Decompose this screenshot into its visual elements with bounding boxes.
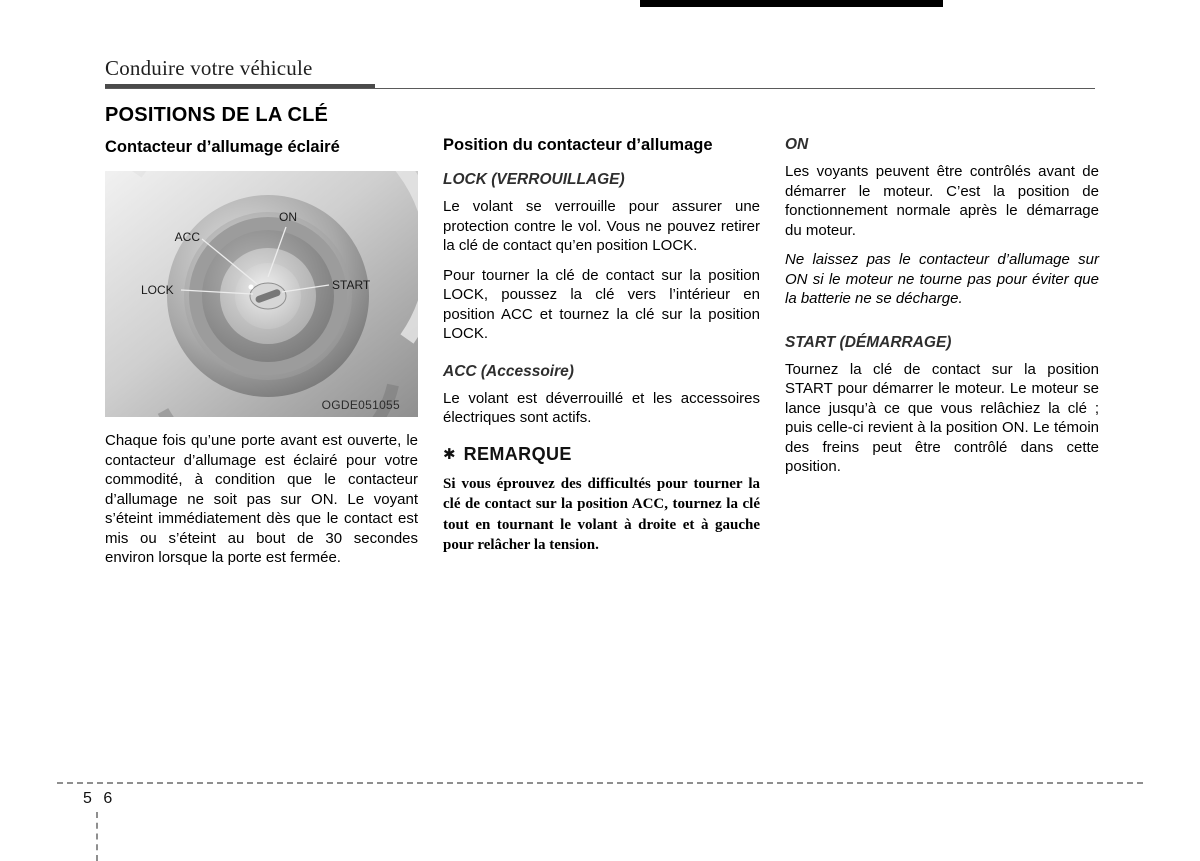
- start-label: START: [332, 278, 371, 292]
- col1-heading: Contacteur d’allumage éclairé: [105, 138, 340, 156]
- page-number: 5 6: [83, 790, 113, 807]
- on-paragraph: Les voyants peuvent être contrôlés avant de démarrer le moteur. C’est la position de fonctionnement normale après le démarrage du moteur.: [785, 163, 1099, 239]
- lock-paragraph-1: Le volant se verrouille pour assurer une protection contre le vol. Vous ne pouvez retirer la clé de contact qu’en position LOCK.: [443, 198, 760, 254]
- footer-dashed-line: [57, 782, 1143, 784]
- footer-dashed-vertical: [96, 812, 98, 861]
- header-rule: [105, 88, 1095, 89]
- col2-heading: Position du contacteur d’allumage: [443, 136, 713, 154]
- column-right: [785, 135, 1099, 477]
- page-title: POSITIONS DE LA CLÉ: [105, 104, 329, 126]
- acc-paragraph: Le volant est déverrouillé et les accessoires électriques sont actifs.: [443, 389, 760, 426]
- remark-body: Si vous éprouvez des difficultés pour tourner la clé de contact sur la position ACC, tournez la clé tout en tournant le volant à droite et à gauche pour relâcher la tension.: [443, 475, 760, 553]
- column-middle: [443, 135, 760, 556]
- start-subheading: START (DÉMARRAGE): [785, 333, 952, 351]
- on-subheading: ON: [785, 136, 809, 153]
- ignition-photo: [105, 171, 418, 417]
- acc-subheading: ACC (Accessoire): [443, 362, 574, 380]
- remark-title: REMARQUE: [463, 443, 572, 464]
- lock-label: LOCK: [141, 283, 174, 297]
- start-paragraph: Tournez la clé de contact sur la position START pour démarrer le moteur. Le moteur se lance jusqu’à ce que vous relâchiez la clé ; puis celle-ci revient à la position ON. Le témoin des freins peut être contrôlé dans cette position.: [785, 360, 1099, 475]
- on-warning-paragraph: Ne laissez pas le contacteur d’allumage sur ON si le moteur ne tourne pas pour éviter que la batterie ne se décharge.: [785, 251, 1099, 307]
- lock-subheading: LOCK (VERROUILLAGE): [443, 171, 625, 188]
- chapter-title: Conduire votre véhicule: [105, 56, 313, 80]
- scan-artifact-bar: [640, 0, 943, 7]
- col1-paragraph: Chaque fois qu’une porte avant est ouverte, le contacteur d’allumage est éclairé pour votre commodité, à condition que le contacteur d’allumage ne soit pas sur ON. Le voyant s’éteint immédiatement dès que le contact est mis ou s’éteint au bout de 30 secondes environ lorsque la porte est fermée.: [105, 432, 418, 566]
- acc-label: ACC: [174, 230, 200, 244]
- image-code: OGDE051055: [321, 398, 400, 412]
- ignition-figure: [105, 171, 418, 417]
- remark-block: [443, 444, 760, 556]
- remark-heading: [443, 444, 760, 465]
- asterisk-icon: ✱: [443, 445, 456, 463]
- illumination-dot: [249, 285, 254, 290]
- column-left: [105, 137, 418, 578]
- lock-paragraph-2: Pour tourner la clé de contact sur la position LOCK, poussez la clé vers l’intérieur en position ACC et tournez la clé sur la position LOCK.: [443, 266, 760, 342]
- on-label: ON: [279, 210, 297, 224]
